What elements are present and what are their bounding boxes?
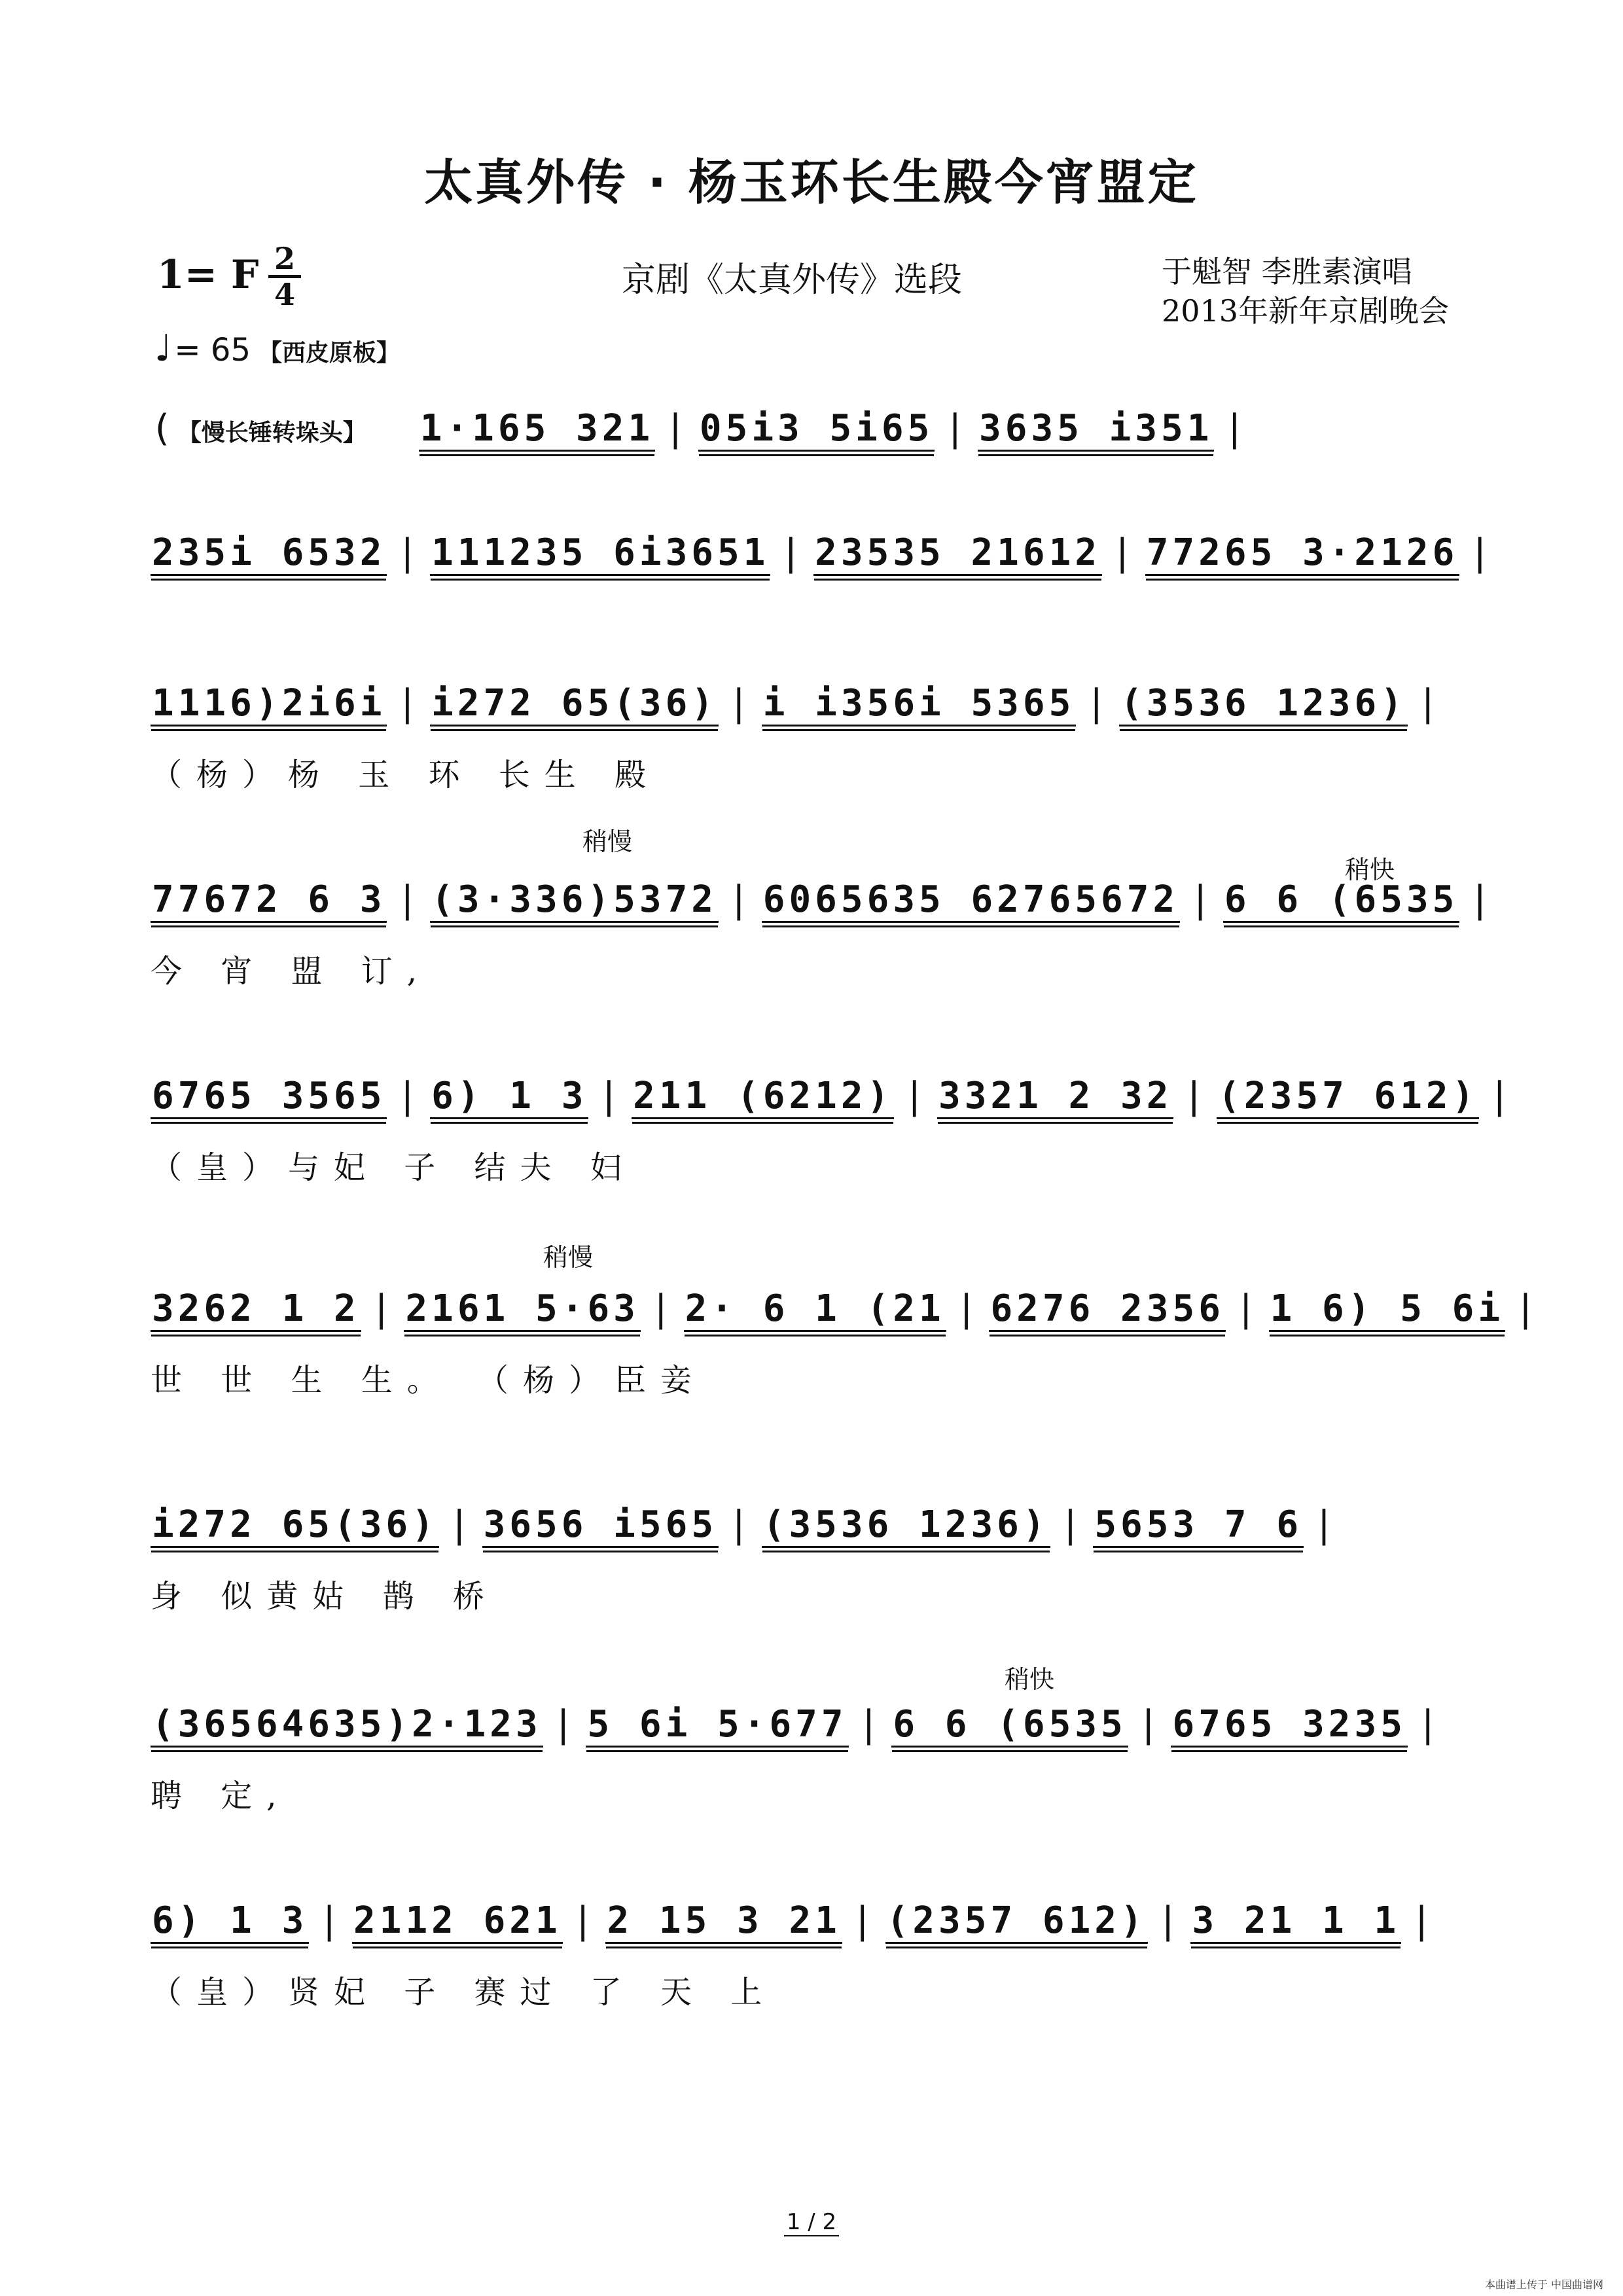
measure	[430, 1067, 620, 1126]
barline: |	[1059, 1503, 1082, 1546]
measure-notes: 5653 7 6	[1093, 1503, 1304, 1548]
measure	[151, 524, 418, 583]
measure-notes: 1116)2i6i	[151, 682, 387, 726]
measure-notes: 2161 5·63	[404, 1287, 640, 1332]
measure-notes: i272 65(36)	[151, 1503, 439, 1548]
intro-label: 【慢长锤转垛头】	[189, 419, 366, 446]
measure-notes: 6276 2356	[989, 1287, 1225, 1332]
measure	[632, 1067, 925, 1126]
measure	[937, 1067, 1205, 1126]
measure	[1093, 1496, 1334, 1554]
time-signature	[268, 243, 301, 310]
measure	[684, 1280, 978, 1338]
tempo-marking	[154, 327, 400, 370]
barline: |	[396, 878, 419, 921]
measure-notes: i272 65(36)	[430, 682, 719, 726]
measure	[1119, 674, 1439, 733]
measure	[151, 1280, 392, 1338]
score-line	[151, 870, 1491, 1001]
measure-row	[151, 1280, 1537, 1338]
measure-notes: 6) 1 3	[430, 1075, 588, 1119]
measure-notes: 6 6 (6535	[1223, 878, 1459, 923]
measure-notes: 6765 3565	[151, 1075, 387, 1119]
lyrics-row: 世 世 生 生。 （杨）臣妾	[151, 1362, 707, 1399]
barline: |	[370, 1287, 393, 1330]
barline: |	[649, 1287, 672, 1330]
score-line	[151, 1496, 1479, 1626]
key-signature: 1= F	[157, 252, 259, 298]
lyrics-row: 身 似黄姑 鹊 桥	[151, 1578, 499, 1615]
barline: |	[1156, 1899, 1179, 1942]
measure-notes: 3 21 1 1	[1190, 1899, 1401, 1944]
measure	[1223, 870, 1491, 929]
measure	[404, 1280, 671, 1338]
barline: |	[955, 1287, 978, 1330]
barline: |	[1085, 682, 1108, 725]
barline: |	[779, 531, 802, 574]
barline: |	[571, 1899, 594, 1942]
lyrics-row: 今 宵 盟 订,	[151, 953, 432, 990]
barline: |	[728, 878, 750, 921]
tempo-tag: 【西皮原板】	[258, 340, 400, 367]
lyrics-row: （杨）杨 玉 环 长生 殿	[151, 757, 661, 793]
measure	[1171, 1695, 1438, 1754]
measure	[151, 1496, 471, 1554]
measure-row	[151, 674, 1479, 733]
measure	[430, 870, 750, 929]
measure-notes: (3536 1236)	[1119, 682, 1408, 726]
barline: |	[396, 531, 419, 574]
barline: |	[1469, 878, 1491, 921]
meter-bottom: 4	[274, 277, 295, 312]
score-title: 太真外传 · 杨玉环长生殿今宵盟定	[424, 154, 1199, 211]
barline: |	[1234, 1287, 1257, 1330]
measure	[151, 1892, 340, 1950]
barline: |	[1410, 1899, 1433, 1942]
barline: |	[1137, 1703, 1160, 1746]
measure	[762, 1496, 1082, 1554]
measure	[698, 399, 966, 458]
barline: |	[1313, 1503, 1335, 1546]
measure-row	[151, 1892, 1479, 1950]
measure	[419, 399, 687, 458]
barline: |	[1514, 1287, 1537, 1330]
measure-notes: (2357 612)	[885, 1899, 1148, 1944]
measure-notes: 6065635 62765672	[762, 878, 1180, 923]
measure-notes: (3·336)5372	[430, 878, 719, 923]
measure-notes: 23535 21612	[813, 531, 1102, 576]
score-line	[151, 1067, 1511, 1198]
barline: |	[728, 682, 750, 725]
measure	[1217, 1067, 1510, 1126]
measure-notes: 77672 6 3	[151, 878, 387, 923]
measure-notes: 05i3 5i65	[698, 407, 935, 452]
open-paren: (	[151, 407, 177, 450]
barline: |	[944, 407, 967, 450]
measure	[813, 524, 1133, 583]
measure-row	[151, 1496, 1479, 1554]
measure-notes: (36564635)2·123	[151, 1703, 543, 1748]
score-line	[151, 1892, 1479, 2022]
performer-info	[1162, 252, 1449, 331]
measure	[978, 399, 1245, 458]
score-line	[151, 1280, 1537, 1410]
measure	[586, 1695, 880, 1754]
measure	[151, 1067, 418, 1126]
barline: |	[597, 1075, 620, 1117]
measure-row	[151, 1067, 1511, 1126]
measure	[482, 1496, 750, 1554]
barline: |	[318, 1899, 341, 1942]
measure-notes: 235i 6532	[151, 531, 387, 576]
measure-notes: 211 (6212)	[632, 1075, 894, 1119]
measure	[605, 1892, 873, 1950]
lyrics-row: （皇）与妃 子 结夫 妇	[151, 1149, 636, 1186]
barline: |	[903, 1075, 926, 1117]
subtitle: 京剧《太真外传》选段	[622, 260, 963, 300]
measure	[352, 1892, 594, 1950]
measure	[430, 524, 802, 583]
measure-notes: 111235 6i3651	[430, 531, 770, 576]
tempo-mark-faster: 稍快	[1345, 855, 1395, 884]
measure-notes: (3536 1236)	[762, 1503, 1050, 1548]
measure	[762, 870, 1211, 929]
lyrics-row: 聘 定,	[151, 1778, 291, 1814]
measure	[762, 674, 1107, 733]
tempo-mark-slower: 稍慢	[582, 827, 633, 856]
measure	[885, 1892, 1179, 1950]
measure	[430, 674, 750, 733]
measure-row	[151, 870, 1491, 929]
measure	[151, 1695, 574, 1754]
measure-notes: 3321 2 32	[937, 1075, 1173, 1119]
measure-notes: i i356i 5365	[762, 682, 1077, 726]
measure-notes: 6 6 (6535	[891, 1703, 1128, 1748]
barline: |	[448, 1503, 471, 1546]
page-number: 1 / 2	[0, 2209, 1623, 2235]
barline: |	[1416, 1703, 1439, 1746]
tempo-mark-faster: 稍快	[1005, 1665, 1055, 1694]
measure-row	[151, 399, 1479, 458]
barline: |	[1111, 531, 1133, 574]
measure-notes: 1 6) 5 6i	[1269, 1287, 1505, 1332]
barline: |	[857, 1703, 880, 1746]
barline: |	[396, 682, 419, 725]
tempo-value: = 65	[174, 332, 251, 368]
barline: |	[728, 1503, 750, 1546]
measure-notes: 6765 3235	[1171, 1703, 1407, 1748]
measure-notes: 3635 i351	[978, 407, 1214, 452]
barline: |	[1183, 1075, 1205, 1117]
score-line	[151, 399, 1479, 530]
measure-notes: 2112 621	[352, 1899, 563, 1944]
measure	[1145, 524, 1491, 583]
measure-notes: 1·165 321	[419, 407, 655, 452]
meter-top: 2	[274, 241, 295, 276]
score-line	[151, 674, 1479, 805]
barline: |	[664, 407, 687, 450]
measure	[151, 674, 418, 733]
tempo-mark-slower: 稍慢	[543, 1243, 594, 1272]
measure-notes: 77265 3·2126	[1145, 531, 1460, 576]
measure-notes: 6) 1 3	[151, 1899, 309, 1944]
performers: 于魁智 李胜素演唱	[1162, 254, 1412, 289]
lyrics-row: （皇）贤妃 子 赛过 了 天 上	[151, 1974, 777, 2011]
score-line	[151, 1695, 1479, 1826]
measure-notes: 3262 1 2	[151, 1287, 361, 1332]
site-watermark: 本曲谱上传于 中国曲谱网	[1484, 2278, 1603, 2291]
measure	[1190, 1892, 1432, 1950]
barline: |	[1416, 682, 1439, 725]
measure	[151, 870, 418, 929]
event: 2013年新年京剧晚会	[1162, 293, 1450, 329]
barline: |	[1469, 531, 1491, 574]
barline: |	[851, 1899, 874, 1942]
lyrics-row	[151, 475, 1479, 520]
measure-row	[151, 1695, 1479, 1754]
measure	[891, 1695, 1159, 1754]
measure-notes: 2· 6 1 (21	[684, 1287, 946, 1332]
measure	[989, 1280, 1257, 1338]
measure	[1269, 1280, 1537, 1338]
score-line	[151, 524, 1491, 655]
measure-notes: 2 15 3 21	[605, 1899, 842, 1944]
measure-notes: 5 6i 5·677	[586, 1703, 848, 1748]
barline: |	[396, 1075, 419, 1117]
barline: |	[1223, 407, 1246, 450]
measure-notes: 3656 i565	[482, 1503, 719, 1548]
barline: |	[552, 1703, 575, 1746]
quarter-note-icon: ♩	[154, 327, 172, 370]
measure-notes: (2357 612)	[1217, 1075, 1479, 1119]
barline: |	[1189, 878, 1211, 921]
measure-row	[151, 524, 1491, 583]
barline: |	[1488, 1075, 1511, 1117]
lyrics-row	[151, 599, 1479, 645]
